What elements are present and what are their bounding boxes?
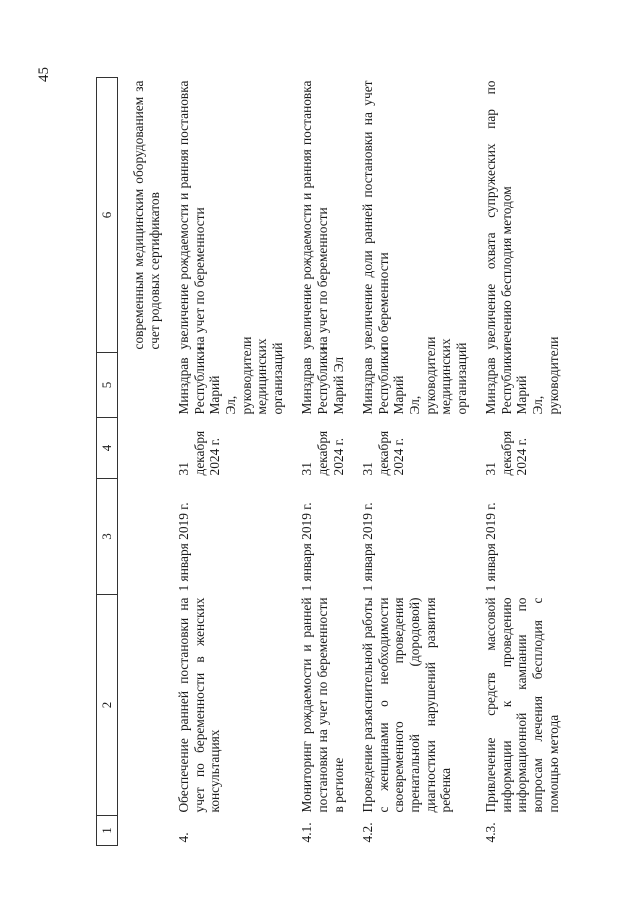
activity-cell: Мониторинг рождаемости и ранней постановки на учет по беременности в регионе	[299, 597, 346, 813]
activity-cell: Проведение разъяснительной работы с женщинами о необходимости своевременного проведения пренатальной (дородовой) диагностики нарушений развития ребенка	[360, 597, 454, 813]
column-header-1: 1	[97, 816, 118, 846]
responsible-cell: Минздрав Республики Марий Эл, руководители	[483, 336, 561, 415]
table-row	[346, 78, 469, 846]
table-row	[285, 78, 346, 846]
row-number: 4.3.	[483, 822, 499, 843]
start-date-cell: 1 января 2019 г.	[483, 502, 499, 592]
end-date-cell: 31 декабря 2024 г.	[360, 430, 407, 476]
page-number: 45	[36, 67, 52, 82]
row-number: 4.2.	[360, 822, 376, 843]
responsible-cell: Минздрав Республики Марий Эл, руководители медицинских организаций	[360, 336, 469, 415]
table-row	[118, 78, 163, 846]
result-cell: увеличение рождаемости и ранняя постановка на учет по беременности	[299, 80, 330, 350]
column-header-2: 2	[97, 595, 118, 816]
responsible-cell: Минздрав Республики Марий Эл	[299, 347, 346, 415]
activity-cell: Обеспечение ранней постановки на учет по беременности в женских консультациях	[176, 597, 223, 813]
result-cell: современным медицинским оборудованием за счет родовых сертификатов	[131, 80, 162, 350]
activities-table	[96, 77, 561, 846]
start-date-cell: 1 января 2019 г.	[299, 502, 315, 592]
row-number: 4.	[176, 832, 192, 843]
responsible-cell	[118, 353, 163, 418]
end-date-cell: 31 декабря 2024 г.	[176, 430, 223, 476]
responsible-cell: Минздрав Республики Марий Эл, руководители медицинских организаций	[176, 336, 285, 415]
rotated-table-container	[96, 78, 561, 846]
table-row	[162, 78, 285, 846]
result-cell: увеличение доли ранней постановки на учет по беременности	[360, 80, 391, 350]
activity-cell: Привлечение средств массовой информации к проведению информационной кампании по вопросам лечения бесплодия с помощью метода	[483, 597, 561, 813]
table-row	[469, 78, 561, 846]
start-date-cell: 1 января 2019 г.	[176, 502, 192, 592]
start-date-cell	[118, 479, 163, 595]
result-cell: увеличение рождаемости и ранняя постановка на учет по беременности	[176, 80, 207, 350]
start-date-cell: 1 января 2019 г.	[360, 502, 376, 592]
column-header-6: 6	[97, 78, 118, 353]
end-date-cell: 31 декабря 2024 г.	[299, 430, 346, 476]
row-number	[118, 816, 163, 846]
end-date-cell	[118, 418, 163, 479]
result-cell: увеличение охвата супружеских пар по лечению бесплодия методом	[483, 80, 514, 350]
column-header-3: 3	[97, 479, 118, 595]
activity-cell	[118, 595, 163, 816]
column-header-5: 5	[97, 353, 118, 418]
column-number-header-row	[97, 78, 118, 846]
end-date-cell: 31 декабря 2024 г.	[483, 430, 530, 476]
row-number: 4.1.	[299, 822, 315, 843]
column-header-4: 4	[97, 418, 118, 479]
